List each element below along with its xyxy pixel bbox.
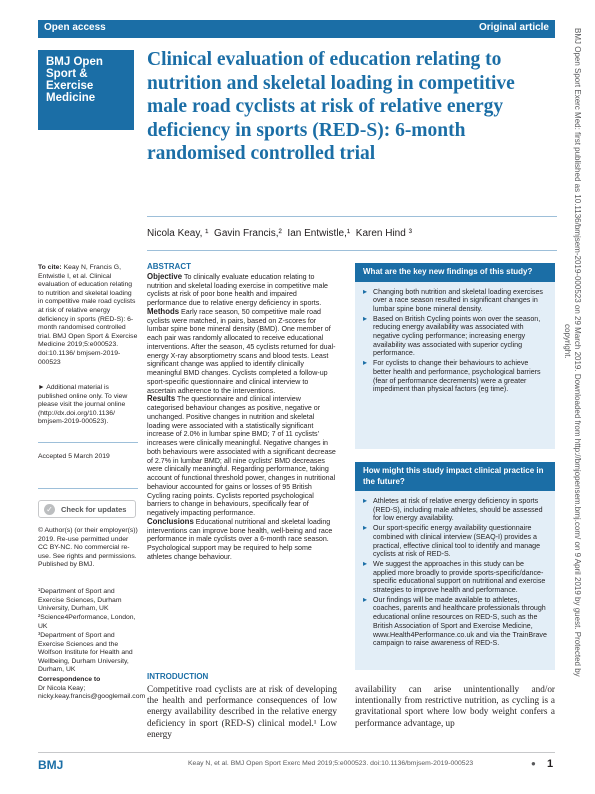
triangle-bullet-icon: ▸ <box>363 286 368 296</box>
abstract-heading: ABSTRACT <box>147 262 191 271</box>
list-item-text: Athletes at risk of relative energy deficiency in sports (RED-S), including male athletes, should be assessed for low energy availability. <box>373 497 543 523</box>
key-findings-heading: What are the key new findings of this study? <box>355 263 555 282</box>
triangle-bullet-icon: ▸ <box>363 523 368 533</box>
list-item <box>363 560 547 595</box>
additional-material-note: ► Additional material is published online only. To view please visit the journal online (http://dx.doi.org/10.1136/ bmjsem-2019-000523). <box>38 384 128 426</box>
clinical-impact-list <box>355 491 555 653</box>
correspondence-block <box>38 676 146 702</box>
affiliation-2: ²Science4Performance, London, UK <box>38 614 136 630</box>
check-for-updates-label: Check for updates <box>61 505 127 514</box>
objective-label: Objective <box>147 271 183 281</box>
vertical-note-line: BMJ Open Sport Exerc Med: first published as 10.1136/bmjsem-2019-000523 on 29 March 2019. Downloaded from http://bmjopensem.bmj.com/ on 9 April 2019 by guest. Protected by <box>573 28 582 677</box>
journal-logo <box>38 50 134 130</box>
page-number: 1 <box>547 758 554 770</box>
triangle-bullet-icon: ▸ <box>363 496 368 505</box>
abstract-objective <box>147 273 337 308</box>
abstract-results <box>147 395 337 518</box>
journal-logo-line: Exercise <box>46 80 94 92</box>
list-item <box>363 524 547 559</box>
list-item <box>363 288 547 314</box>
open-access-label: Open access <box>44 22 106 33</box>
copyright-notice: © Author(s) (or their employer(s)) 2019. Re-use permitted under CC BY-NC. No commercial re-use. See rights and permissions. Published by BMJ. <box>38 527 138 569</box>
triangle-bullet-icon: ▸ <box>363 558 368 568</box>
citation-text: Keay N, Francis G, Entwistle I, et al. Clinical evaluation of education relating to nutrition and skeletal loading in competitive male road cyclists at risk of relative energy deficiency in sports (RED-S): 6-month randomised controlled trial. BMJ Open Sport & Exercise Medicine 2019;5:e000523. doi:10.1136/ bmjsem-2019-000523 <box>38 264 138 366</box>
citation-block <box>38 264 138 367</box>
article-type-label: Original article <box>478 22 549 33</box>
methods-text: Early race season, 50 competitive male road cyclists were matched, in pairs, based on Z-scores for lumbar spine bone mineral density (BMD). One member of each pair was randomly allocated to receive educational interventions. After the season, 45 cyclists returned for dual-energy X-ray absorptiometry scans and blood tests. Least significant change was applied to identify clinically meaningful BMD changes. Cyclists completed a follow-up sport-specific questionnaire and clinical interview to ascertain adherence to the interventions. <box>147 307 336 395</box>
footer-divider <box>38 752 555 753</box>
journal-logo-line: BMJ Open <box>46 56 103 68</box>
list-item <box>363 596 547 648</box>
list-item <box>363 497 547 523</box>
citation-label: To cite: <box>38 264 62 271</box>
clinical-impact-box <box>355 462 555 670</box>
page-footer <box>38 756 555 776</box>
journal-logo-line: Medicine <box>46 92 96 104</box>
results-text: The questionnaire and clinical interview categorised behaviour changes as positive, negative or unchanged. Positive changes in nutrition and skeletal loading were associated with a statistically significant increase of 2.0% in lumbar spine BMD; 7 of 11 cyclists' increases were clinically meaningful. Negative changes in both behaviours were associated with a significant decrease of 2.7% in lumbar BMD; all nine cyclists' BMD decreases were clinically meaningful. Regarding performance, taking account of functional threshold power, changes in nutritional behaviour accounted for gains or losses of 95 British Cycling racing points. Cyclists reported psychological barriers to change in behaviours, specifically fear of negatively impacting performance. <box>147 395 336 517</box>
clinical-impact-heading: How might this study impact clinical practice in the future? <box>355 462 555 491</box>
objective-text: To clinically evaluate education relating to nutrition and skeletal loading exercise in competitive male cyclists at risk of poor bone health and impaired performance due to relative energy deficiency in sports. <box>147 272 328 307</box>
introduction-col1: Competitive road cyclists are at risk of developing the health and performance consequences of low energy availability described in the relative energy deficiency in sport (RED-S) clinical model.¹ Low energy <box>147 684 337 739</box>
bmj-logo: BMJ <box>38 758 64 772</box>
introduction-col2: availability can arise unintentionally and/or intentionally from restrictive nutrition, as cycling is a gravitational sport where low body weight confers a performance advantage, up <box>355 684 555 728</box>
list-item <box>363 359 547 394</box>
vertical-download-note <box>563 28 590 768</box>
correspondence-label: Correspondence to <box>38 676 101 683</box>
journal-logo-line: Sport & <box>46 68 88 80</box>
list-item-text: Changing both nutrition and skeletal loading exercises over a race season resulted in significant changes in lumbar spine bone mineral density. <box>373 287 543 313</box>
abstract-conclusions <box>147 518 337 562</box>
check-for-updates-button[interactable] <box>38 500 136 518</box>
list-item-text: Our findings will be made available to athletes, coaches, parents and healthcare professionals through educational online resources on RED-S, such as the British Association of Sport and Exercise Medicine, www.Health4Performance.co.uk and via the TrainBrave campaign to raise awareness of RED-S. <box>373 595 547 648</box>
author-list: Nicola Keay, ¹ Gavin Francis,² Ian Entwistle,¹ Karen Hind ³ <box>147 228 412 239</box>
triangle-bullet-icon: ▸ <box>363 358 368 368</box>
abstract <box>147 263 337 562</box>
triangle-bullet-icon: ▸ <box>363 594 368 604</box>
abstract-methods <box>147 308 337 396</box>
open-access-icon: ● <box>531 759 536 768</box>
list-item-text: For cyclists to change their behaviours to achieve better health and performance, psychological barriers (fear of performance decrements) were a greater impediment than physical factors (eg time). <box>373 359 541 394</box>
title-divider <box>147 216 557 217</box>
accepted-date: Accepted 5 March 2019 <box>38 453 110 460</box>
key-findings-list <box>355 282 555 399</box>
triangle-bullet-icon: ▸ <box>363 313 368 323</box>
conclusions-text: Educational nutritional and skeletal loading interventions can improve bone health, well-being and race performance in male cyclists over a 6-month race season. Psychological support may be required to help some athletes change behaviour. <box>147 517 333 561</box>
list-item-text: Our sport-specific energy availability questionnaire combined with clinical interview (SEAQ-I) provides a practical, effective clinical tool to identify and manage cyclists at risk of RED-S. <box>373 524 541 559</box>
introduction-heading: INTRODUCTION <box>147 672 209 681</box>
correspondence-text: Dr Nicola Keay; nicky.keay.francis@googlemail.com <box>38 684 146 701</box>
list-item-text: We suggest the approaches in this study can be applied more broadly to provide sports-specific/dance-specific educational support on nutritional and exercise strategies to improve health and performance. <box>373 559 546 595</box>
affiliation-1: ¹Department of Sport and Exercise Sciences, Durham University, Durham, UK <box>38 588 122 613</box>
conclusions-label: Conclusions <box>147 516 194 526</box>
author-divider <box>147 250 557 251</box>
top-banner <box>38 20 555 38</box>
vertical-note-line: copyright. <box>563 324 572 359</box>
list-item-text: Based on British Cycling points won over the season, reducing energy availability was associated with negative cycling performance; increasing energy availability was associated with superior cycling performance. <box>373 314 541 358</box>
methods-label: Methods <box>147 306 180 316</box>
sidebar-divider <box>38 488 138 489</box>
article-title: Clinical evaluation of education relating to nutrition and skeletal loading in competitive male road cyclists at risk of relative energy deficiency in sports (RED-S): 6-month randomised controlled trial <box>147 49 515 164</box>
footer-citation: Keay N, et al. BMJ Open Sport Exerc Med 2019;5:e000523. doi:10.1136/bmjsem-2019-000523 <box>188 760 474 767</box>
list-item <box>363 315 547 359</box>
sidebar-divider <box>38 442 138 443</box>
refresh-icon: ✓ <box>44 504 55 515</box>
results-label: Results <box>147 394 176 404</box>
affiliation-3: ³Department of Sport and Exercise Sciences and the Wolfson Institute for Health and Wellbeing, Durham University, Durham, UK <box>38 632 133 674</box>
key-findings-box <box>355 263 555 449</box>
